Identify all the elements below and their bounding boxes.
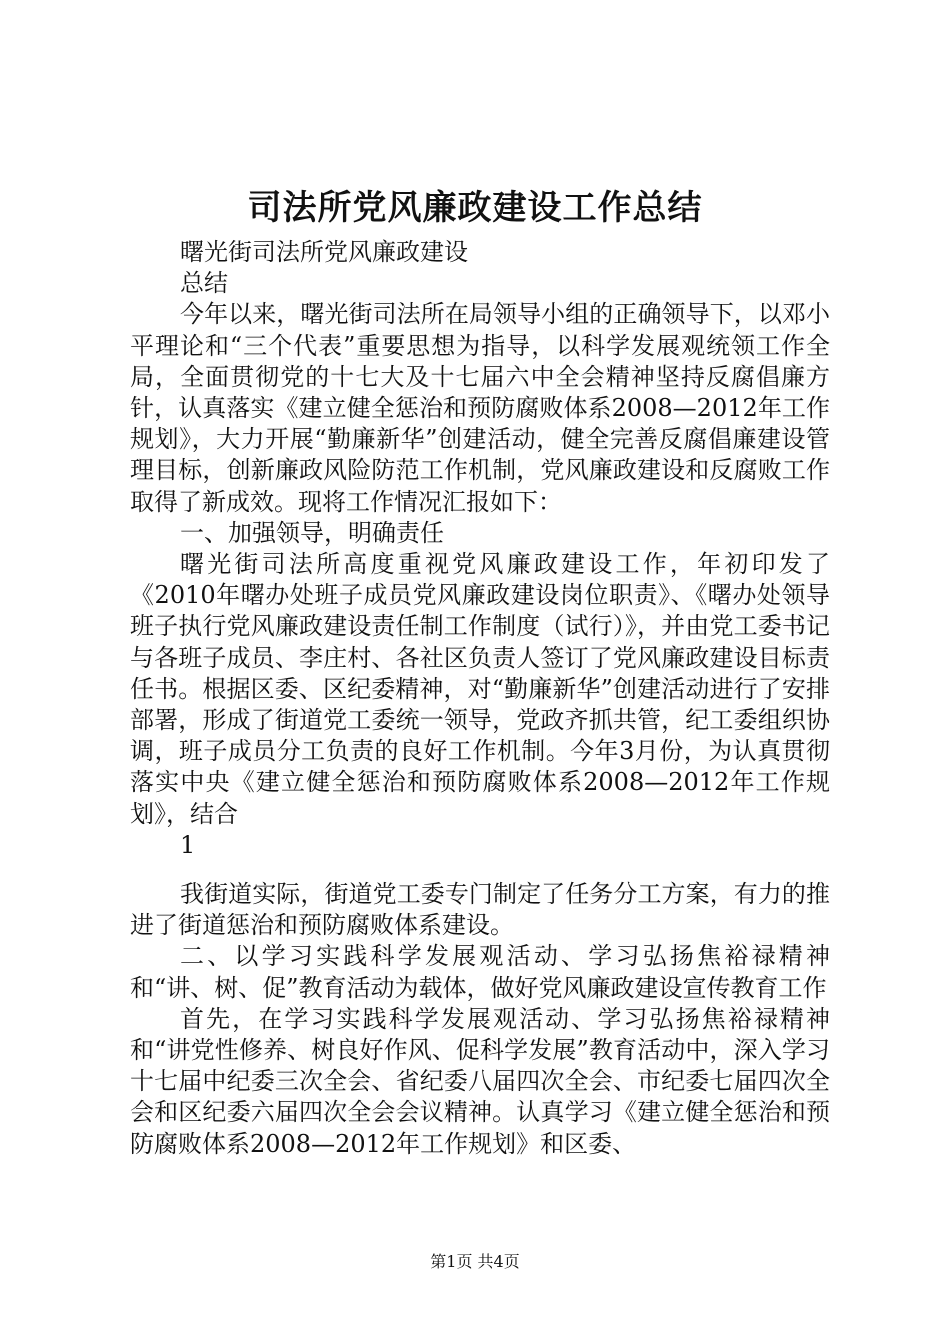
section-heading-1: 一、加强领导，明确责任: [180, 518, 444, 547]
inline-page-number: 1: [180, 830, 196, 859]
page-footer: 第1页 共4页: [430, 1252, 520, 1271]
document-title: 司法所党风廉政建设工作总结: [247, 188, 703, 228]
document-body-part1: [130, 237, 830, 861]
subtitle-line: 曙光街司法所党风廉政建设: [180, 238, 468, 266]
section-heading-2: 二、以学习实践科学发展观活动、学习弘扬焦裕禄精神和“讲、树、促”教育活动为载体，做好党风廉政建设宣传教育工作: [130, 942, 830, 1002]
intro-paragraph: 今年以来，曙光街司法所在局领导小组的正确领导下，以邓小平理论和“三个代表”重要思想为指导，以科学发展观统领工作全局，全面贯彻党的十七大及十七届六中全会精神坚持反腐倡廉方针，认真落实《建立健全惩治和预防腐败体系2008—2012年工作规划》，大力开展“勤廉新华”创建活动，健全完善反腐倡廉建设管理目标，创新廉政风险防范工作机制，党风廉政建设和反腐败工作取得了新成效。现将工作情况汇报如下：: [130, 300, 830, 516]
continuation-paragraph: 我街道实际，街道党工委专门制定了任务分工方案，有力的推进了街道惩治和预防腐败体系建设。: [130, 880, 830, 940]
section-1-paragraph: 曙光街司法所高度重视党风廉政建设工作，年初印发了《2010年曙办处班子成员党风廉政建设岗位职责》、《曙办处领导班子执行党风廉政建设责任制工作制度（试行）》，并由党工委书记与各班子成员、李庄村、各社区负责人签订了党风廉政建设目标责任书。根据区委、区纪委精神，对“勤廉新华”创建活动进行了安排部署，形成了街道党工委统一领导，党政齐抓共管，纪工委组织协调，班子成员分工负责的良好工作机制。今年3月份，为认真贯彻落实中央《建立健全惩治和预防腐败体系2008—2012年工作规划》，结合: [130, 550, 830, 828]
subtitle-line-2: 总结: [180, 269, 228, 298]
document-body-part2: [130, 879, 830, 1160]
section-2-paragraph: 首先，在学习实践科学发展观活动、学习弘扬焦裕禄精神和“讲党性修养、树良好作风、促科学发展”教育活动中，深入学习十七届中纪委三次全会、省纪委八届四次全会、市纪委七届四次全会和区纪委六届四次全会会议精神。认真学习《建立健全惩治和预防腐败体系2008—2012年工作规划》和区委、: [130, 1004, 830, 1158]
